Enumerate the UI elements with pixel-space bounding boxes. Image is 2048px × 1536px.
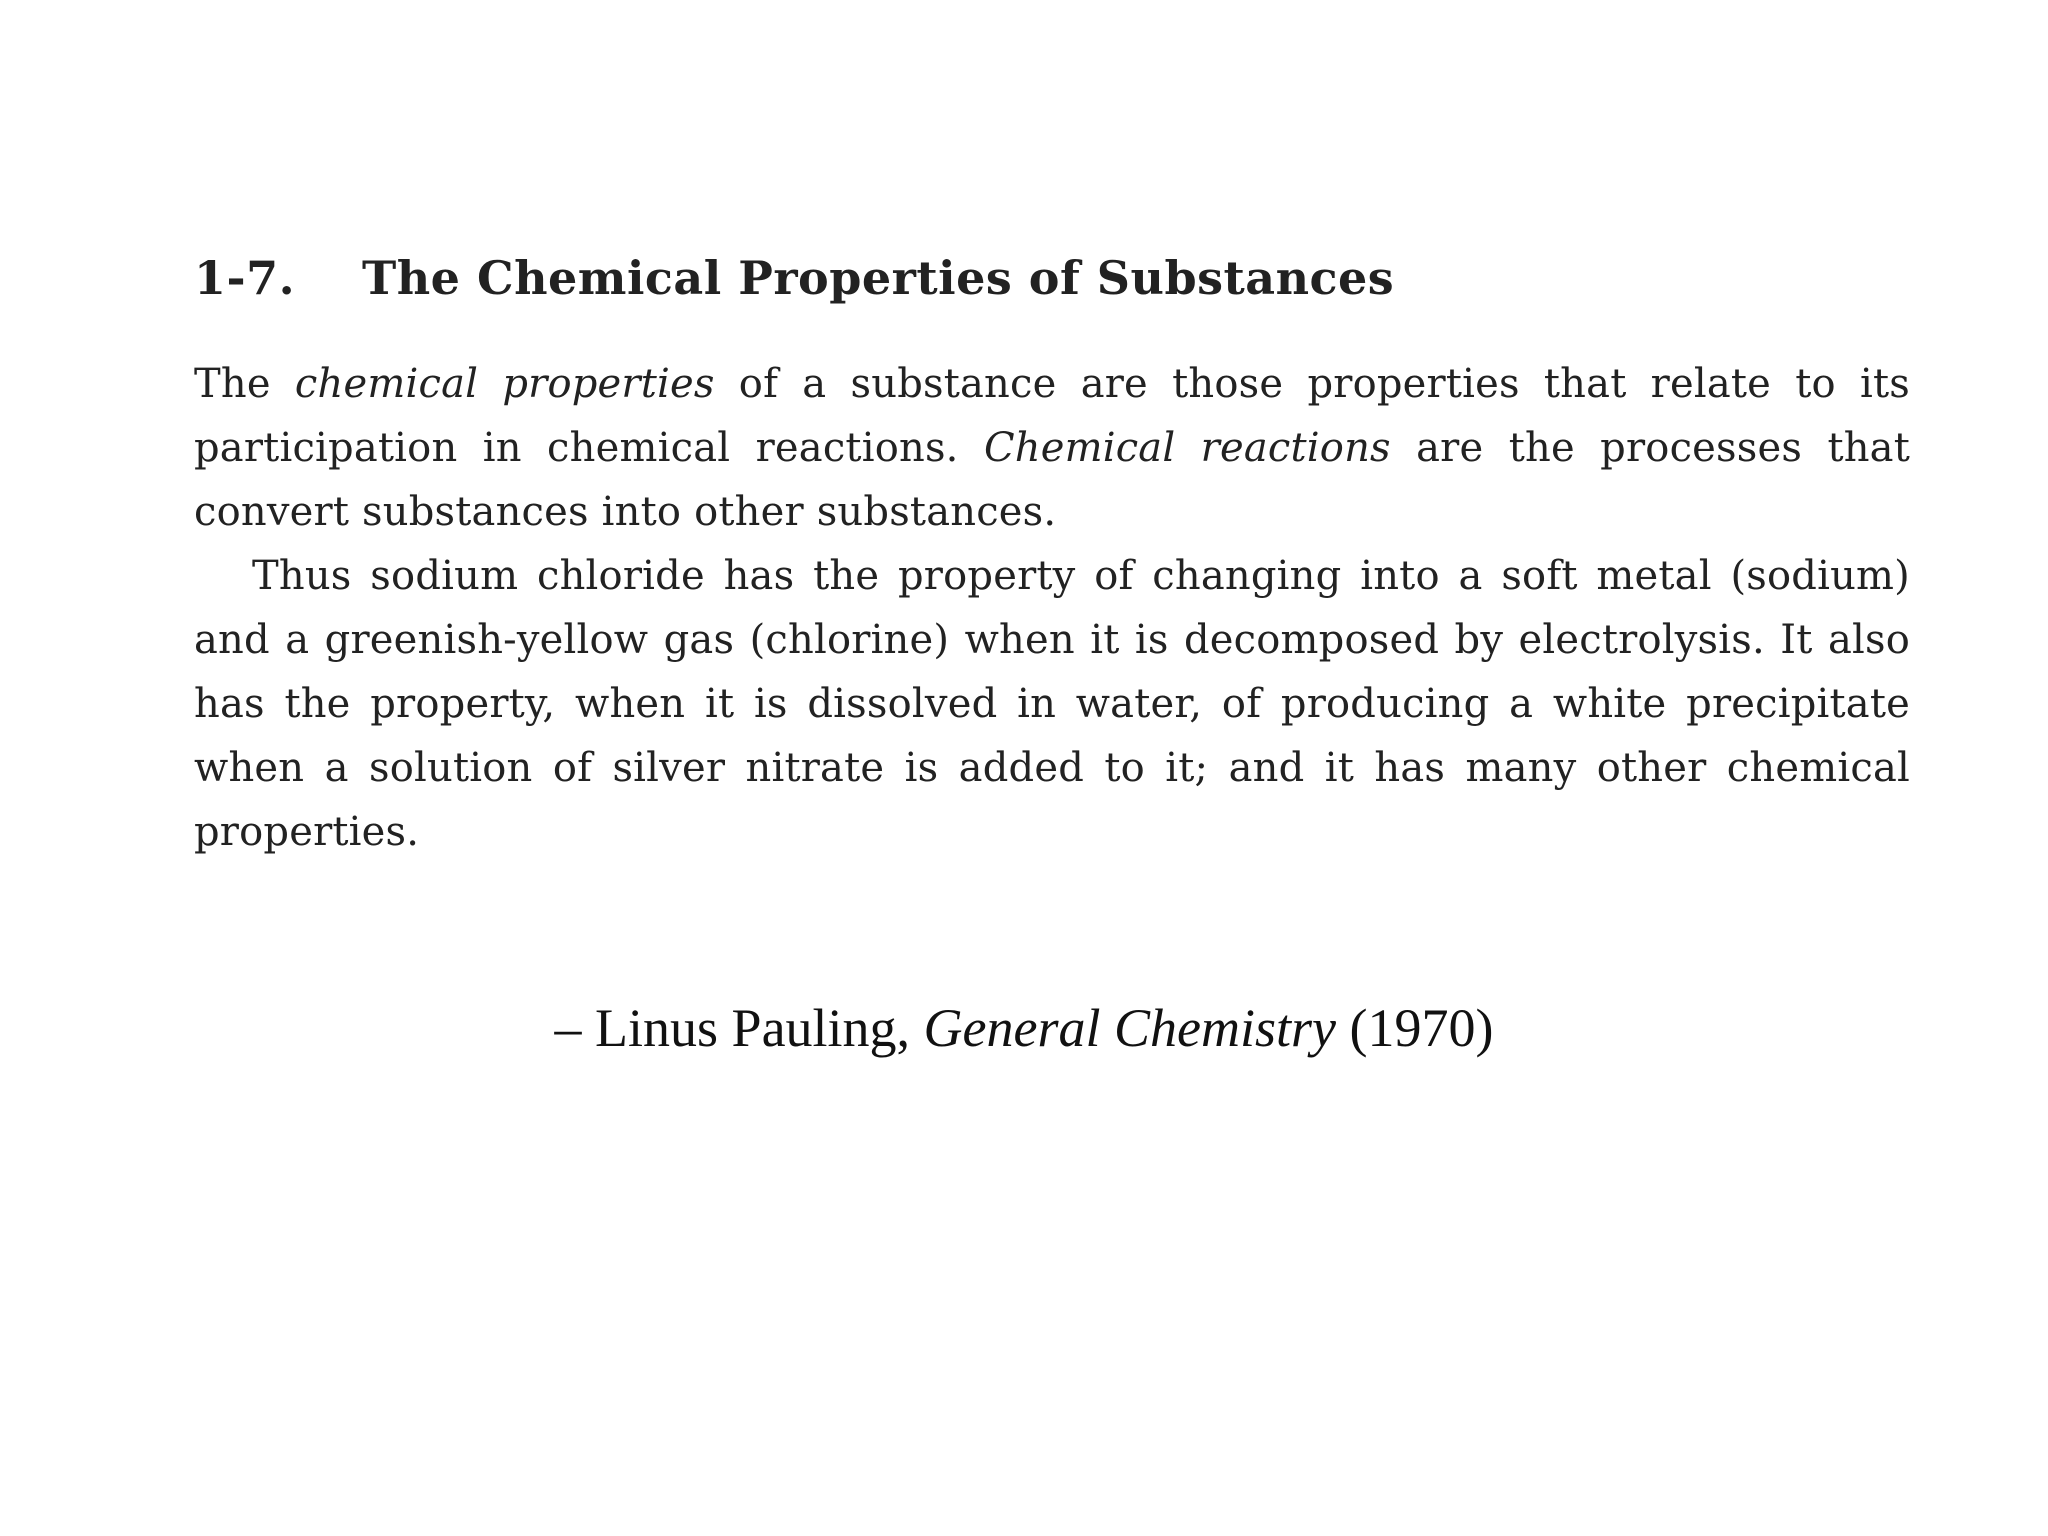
paragraph-sodium-chloride: Thus sodium chloride has the property of changing into a soft metal (sodium) and a greenish-yellow gas (chlorine) when it is decomposed by electrolysis. It also has the property, when it is dissolved in water, of producing a white precipitate when a solution of silver nitrate is added to it; and it has many other chemical properties. (194, 553, 1910, 855)
section-heading (194, 250, 1910, 306)
section-number: 1-7. (194, 251, 296, 305)
section-title: The Chemical Properties of Substances (362, 251, 1395, 305)
paragraph1-text-1: The (194, 361, 295, 407)
quote-attribution (0, 996, 2048, 1060)
attribution-year: (1970) (1335, 998, 1494, 1058)
book-excerpt (194, 250, 1910, 864)
attribution-book-title: General Chemistry (923, 998, 1336, 1058)
paragraph1-text-2: of a substance are those properties that relate to its participation in chemical reactions. (194, 361, 1910, 471)
term-chemical-reactions: Chemical reactions (983, 425, 1391, 471)
paragraph1-text-3: are the processes that convert substances into other substances. (194, 425, 1910, 535)
paragraph-chemical-properties (194, 352, 1910, 544)
term-chemical-properties: chemical properties (294, 361, 715, 407)
attribution-author: – Linus Pauling, (554, 998, 924, 1058)
